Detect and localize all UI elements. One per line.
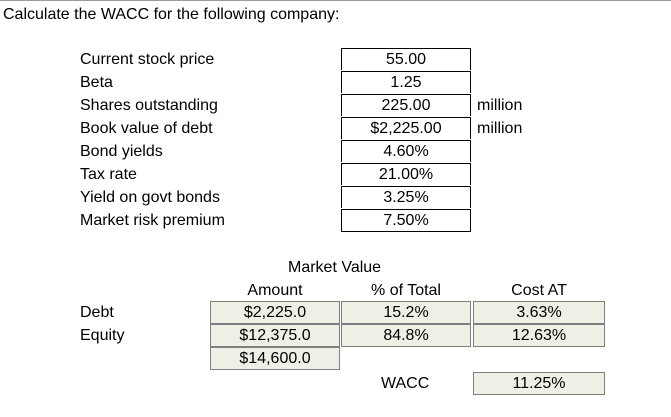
equity-pct-cell[interactable]: 84.8% (341, 324, 471, 347)
input-beta[interactable]: 1.25 (341, 71, 471, 93)
label-beta: Beta (80, 74, 113, 91)
debt-amount-cell[interactable]: $2,225.0 (210, 301, 340, 324)
label-market-risk-premium: Market risk premium (80, 212, 225, 229)
input-market-risk-premium[interactable]: 7.50% (341, 209, 471, 232)
column-header-amount: Amount (247, 282, 303, 299)
wacc-value-cell[interactable]: 11.25% (473, 372, 605, 395)
page-title: Calculate the WACC for the following company: (3, 6, 340, 23)
column-header-cost-at: Cost AT (511, 282, 567, 299)
label-shares-outstanding: Shares outstanding (80, 97, 218, 114)
column-header-pct-of-total: % of Total (371, 282, 441, 299)
label-yield-on-govt-bonds: Yield on govt bonds (80, 189, 220, 206)
label-bond-yields: Bond yields (80, 143, 163, 160)
debt-pct-cell[interactable]: 15.2% (341, 301, 471, 324)
input-shares-outstanding[interactable]: 225.00 (341, 94, 471, 116)
row-label-equity: Equity (80, 327, 125, 344)
row-label-debt: Debt (80, 304, 114, 321)
input-book-value-of-debt[interactable]: $2,225.00 (341, 117, 471, 139)
input-current-stock-price[interactable]: 55.00 (341, 48, 471, 70)
label-book-value-of-debt: Book value of debt (80, 120, 213, 137)
input-yield-on-govt-bonds[interactable]: 3.25% (341, 186, 471, 208)
market-value-header: Market Value (288, 259, 382, 276)
unit-shares-outstanding: million (477, 97, 523, 114)
equity-cost-cell[interactable]: 12.63% (473, 324, 605, 347)
total-amount-cell[interactable]: $14,600.0 (210, 347, 340, 370)
label-current-stock-price: Current stock price (80, 51, 215, 68)
top-border-line (0, 0, 671, 1)
wacc-label: WACC (381, 375, 430, 392)
input-bond-yields[interactable]: 4.60% (341, 140, 471, 162)
label-tax-rate: Tax rate (80, 166, 137, 183)
debt-cost-cell[interactable]: 3.63% (473, 301, 605, 324)
equity-amount-cell[interactable]: $12,375.0 (210, 324, 340, 347)
unit-book-value-of-debt: million (477, 120, 523, 137)
input-tax-rate[interactable]: 21.00% (341, 163, 471, 185)
